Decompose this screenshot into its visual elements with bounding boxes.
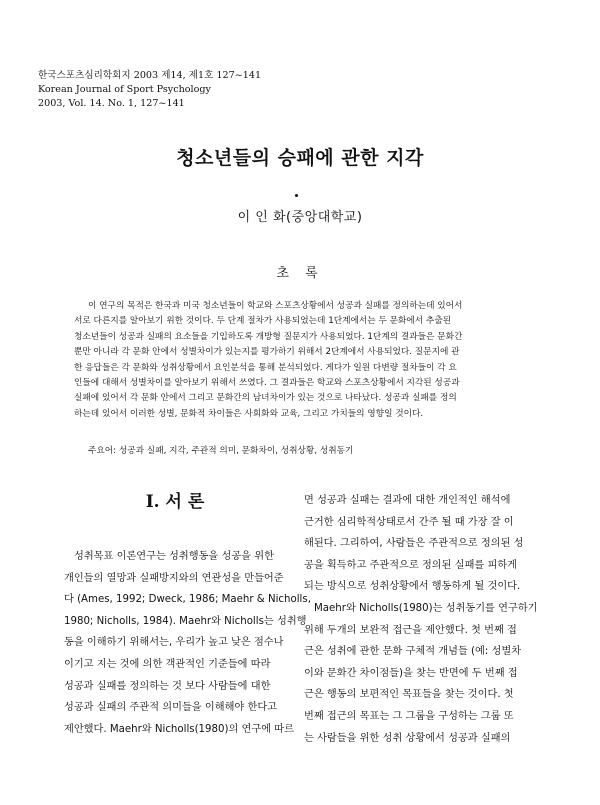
keywords: 주요어: 성공과 실패, 지각, 주관적 의미, 문화차이, 성취상황, 성취동기 [88,446,354,456]
body-line: 동을 이해하기 위해서는, 우리가 높고 낮은 점수나 [64,637,284,649]
abstract-line: 하는데 있어서 이러한 성별, 문화적 차이들은 사회화와 교육, 그리고 가치들의 영향일 것이다. [74,408,424,419]
body-line: 되는 방식으로 성취상황에서 행동하게 될 것이다. [304,581,521,593]
body-line: 번째 접근의 목표는 그 그룹을 구성하는 그룹 또 [304,710,514,722]
author: 이 인 화(중앙대학교) [237,210,363,225]
abstract-line: 한 응답들은 각 문화와 성취상황에서 요인분석을 통해 분석되었다. 게다가 일원 다변량 절차들이 각 요 [74,362,457,373]
body-left-column [64,546,311,740]
body-line: 는 사람들을 위한 성취 상황에서 성공과 실패의 [304,732,511,744]
body-line: 제안했다. Maehr와 Nicholls(1980)의 연구에 따르 [64,723,294,735]
title-dot [295,194,298,197]
body-line: 해된다. 그리하여, 사람들은 주관적으로 정의된 성 [304,538,524,550]
body-line: Maehr와 Nicholls(1980)는 성취동기를 연구하기 [314,602,538,614]
abstract-line: 서로 다른지를 알아보기 위한 것이다. 두 단계 절차가 사용되었는데 1단계에서는 두 문화에서 추출된 [74,316,452,327]
abstract-line: 청소년들이 성공과 실패의 요소들을 기입하도록 개방형 질문지가 사용되었다. 1단계의 결과들은 문화간 [74,331,463,342]
abstract-body [74,299,524,422]
abstract-line: 인들에 대해서 성별차이를 알아보기 위해서 쓰였다. 그 결과들은 학교와 스포츠상황에서 지각된 성공과 [74,378,460,389]
body-line: 공을 획득하고 주관적으로 정의된 실패를 피하게 [304,559,518,571]
body-line: 1980; Nicholls, 1984). Maehr와 Nicholls는 성취행 [64,615,307,627]
journal-header-korean: 한국스포츠심리학회지 2003 제14, 제1호 127~141 [38,70,262,81]
abstract-line: 이 연구의 목적은 한국과 미국 청소년들이 학교와 스포츠상황에서 성공과 실패를 정의하는데 있어서 [88,301,463,311]
body-line: 다 (Ames, 1992; Dweck, 1986; Maehr & Nicholls, [64,594,311,606]
abstract-line: 뿐만 아니라 각 문화 안에서 성별차이가 있는지를 평가하기 위해서 2단계에서 사용되었다. 질문지에 관 [74,347,460,358]
body-line: 위해 두개의 보완적 접근을 제안했다. 첫 번째 접 [304,624,517,636]
body-line: 성공과 실패를 정의하는 것 보다 사람들에 대한 [64,680,271,692]
paper-title: 청소년들의 승패에 관한 지각 [176,147,424,169]
body-right-column [304,490,536,749]
body-line: 면 성공과 실패는 결과에 대한 개인적인 해석에 [304,495,511,506]
body-line: 근거한 심리학적상태로서 간주 될 때 가장 잘 이 [304,516,514,528]
body-line: 개인들의 열망과 실패방지와의 연관성을 만들어준 [64,572,284,584]
journal-header-volume: 2003, Vol. 14. No. 1, 127~141 [38,98,185,110]
body-line: 성취목표 이론연구는 성취행동을 성공을 위한 [74,551,274,562]
abstract-heading: 초 록 [276,266,324,281]
journal-header-english: Korean Journal of Sport Psychology [38,84,211,96]
body-line: 성공과 실패의 주관적 의미들을 이해해야 한다고 [64,702,278,714]
journal-header [38,69,261,112]
body-line: 이기고 지는 것에 의한 객관적인 기준들에 따라 [64,658,271,670]
body-line: 근은 행동의 보편적인 목표들을 찾는 것이다. 첫 [304,689,514,701]
body-line: 이와 문화간 차이점들)을 찾는 반면에 두 번째 접 [304,667,518,679]
section-heading-introduction: I. 서 론 [145,492,205,512]
abstract-line: 실패에 있어서 각 문화 안에서 그리고 문화간의 남녀차이가 있는 것으로 나타났다. 성공과 실패를 정의 [74,393,457,404]
body-line: 근은 성취에 관한 문화 구체적 개념들 (예: 성별차 [304,646,522,658]
